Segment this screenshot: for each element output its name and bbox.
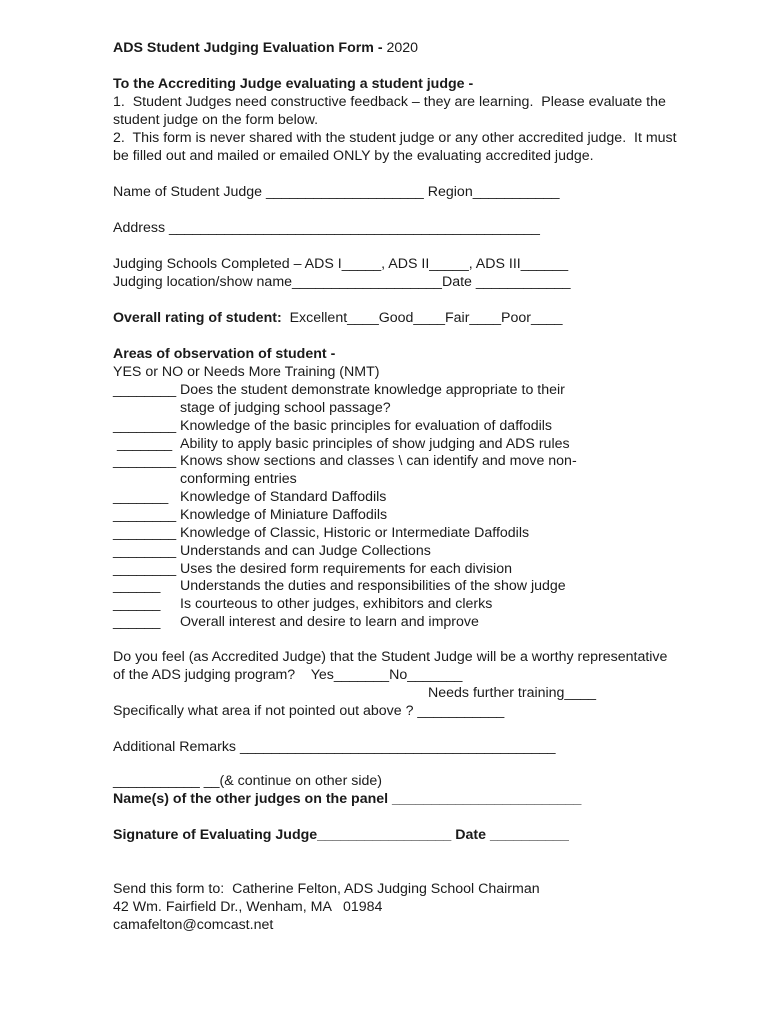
observation-item-text: Knowledge of Miniature Daffodils: [180, 506, 388, 523]
name-region-field[interactable]: Name of Student Judge ____________________ Region___________: [113, 184, 560, 200]
observation-item-text: Understands and can Judge Collections: [180, 542, 431, 559]
observation-item-text: stage of judging school passage?: [180, 399, 391, 416]
continue-other-side[interactable]: ___________ __(& continue on other side): [113, 773, 382, 789]
address-field[interactable]: Address _______________________________________________: [113, 220, 540, 236]
intro-paragraph-1-line-1: 1. Student Judges need constructive feedback – they are learning. Please evaluate the: [113, 94, 666, 110]
observation-item-text: Understands the duties and responsibilities of the show judge: [180, 578, 566, 595]
observation-item-blank[interactable]: ________: [113, 506, 177, 523]
judging-schools-field[interactable]: Judging Schools Completed – ADS I_____, ADS II_____, ADS III______: [113, 256, 569, 272]
worthy-question-line-1: Do you feel (as Accredited Judge) that the Student Judge will be a worthy representative: [113, 649, 668, 665]
observation-item-blank[interactable]: ________: [113, 524, 177, 541]
overall-rating-options[interactable]: Excellent____Good____Fair____Poor____: [281, 310, 563, 326]
send-to-email[interactable]: camafelton@comcast.net: [113, 917, 274, 933]
observation-item-text: Ability to apply basic principles of show judging and ADS rules: [180, 435, 570, 452]
panel-judges-field[interactable]: Name(s) of the other judges on the panel ________________________: [113, 791, 582, 807]
intro-paragraph-2-line-2: be filled out and mailed or emailed ONLY by the evaluating accredited judge.: [113, 148, 594, 164]
intro-heading: To the Accrediting Judge evaluating a student judge -: [113, 76, 474, 92]
location-date-field[interactable]: Judging location/show name___________________Date ____________: [113, 274, 571, 290]
observation-item-blank[interactable]: ______: [113, 578, 161, 595]
overall-rating-field[interactable]: [113, 310, 563, 328]
observation-item-blank[interactable]: ________: [113, 382, 177, 398]
observation-instruction: YES or NO or Needs More Training (NMT): [113, 364, 380, 380]
observation-item-blank[interactable]: ______: [113, 614, 161, 631]
needs-training-field[interactable]: Needs further training____: [428, 685, 596, 701]
intro-paragraph-2-line-1: 2. This form is never shared with the student judge or any other accredited judge. It must: [113, 130, 677, 146]
observation-item-blank[interactable]: ________: [113, 542, 177, 559]
observation-item-text: Uses the desired form requirements for each division: [180, 560, 512, 577]
observation-item-blank[interactable]: ________: [113, 453, 177, 470]
observation-item-blank[interactable]: ________: [113, 417, 177, 434]
observation-item-text: conforming entries: [180, 471, 297, 488]
observation-item-blank[interactable]: ______: [113, 596, 161, 613]
worthy-question-line-2[interactable]: of the ADS judging program? Yes_______No_______: [113, 667, 463, 683]
observation-item-text: Is courteous to other judges, exhibitors and clerks: [180, 596, 493, 613]
observation-item-text: Knowledge of the basic principles for evaluation of daffodils: [180, 417, 552, 434]
form-title-year: 2020: [382, 40, 419, 56]
form-title: [113, 40, 418, 58]
specific-area-field[interactable]: Specifically what area if not pointed out above ? ___________: [113, 703, 505, 719]
overall-rating-label: Overall rating of student:: [113, 310, 282, 326]
observation-item-blank[interactable]: _______: [113, 489, 169, 506]
intro-paragraph-1-line-2: student judge on the form below.: [113, 112, 319, 128]
send-to-address: 42 Wm. Fairfield Dr., Wenham, MA 01984: [113, 899, 383, 915]
observation-item-text: Knowledge of Standard Daffodils: [180, 489, 387, 506]
observation-item-blank[interactable]: ________: [113, 560, 177, 577]
observation-item-blank[interactable]: _______: [113, 435, 173, 452]
observation-heading: Areas of observation of student -: [113, 346, 336, 362]
form-title-bold: ADS Student Judging Evaluation Form -: [113, 40, 383, 56]
additional-remarks-field[interactable]: Additional Remarks ________________________________________: [113, 739, 556, 755]
send-to-line-1: Send this form to: Catherine Felton, ADS Judging School Chairman: [113, 881, 540, 897]
observation-item-text: Overall interest and desire to learn and improve: [180, 614, 479, 631]
observation-item-text: Knowledge of Classic, Historic or Intermediate Daffodils: [180, 524, 530, 541]
signature-date-field[interactable]: Signature of Evaluating Judge_________________ Date __________: [113, 827, 569, 843]
observation-item-text: Knows show sections and classes \ can identify and move non-: [180, 453, 577, 470]
observation-item-text: Does the student demonstrate knowledge appropriate to their: [180, 382, 565, 398]
